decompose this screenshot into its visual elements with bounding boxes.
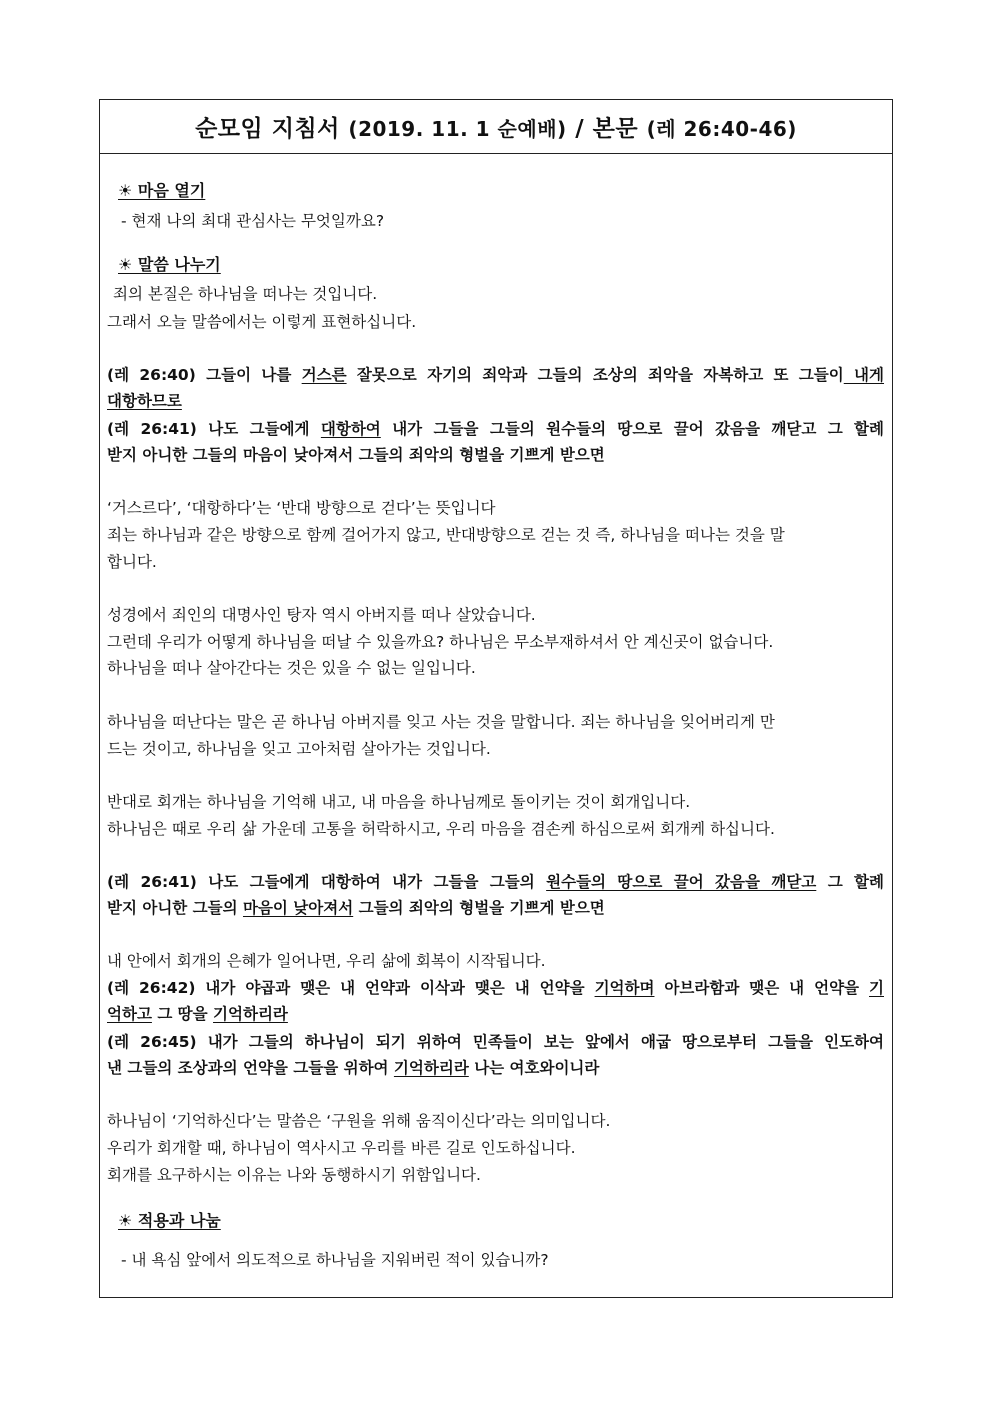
verse-line: (레 26:45) 내가 그들의 하나님이 되기 위하여 민족들이 보는 앞에서 애굽 땅으로부터 그들을 인도하여 xyxy=(107,1033,884,1051)
title-text: 본문 xyxy=(592,116,639,142)
verse-line: (레 26:42) 내가 야곱과 맺은 내 언약과 이삭과 맺은 내 언약을 기억하며 아브라함과 맺은 내 언약을 기 xyxy=(107,979,884,997)
title-box xyxy=(100,100,892,154)
paragraph-line: 회개를 요구하시는 이유는 나와 동행하시기 위함입니다. xyxy=(107,1166,481,1184)
open-question: - 현재 나의 최대 관심사는 무엇일까요? xyxy=(121,212,385,230)
verse-line: (레 26:41) 나도 그들에게 대항하여 내가 그들을 그들의 원수들의 땅으로 끌어 갔음을 깨닫고 그 할례 xyxy=(107,873,884,891)
paragraph-line: 하나님을 떠난다는 말은 곧 하나님 아버지를 잊고 사는 것을 말합니다. 죄는 하나님을 잊어버리게 만 xyxy=(107,713,775,731)
paragraph-line: 그래서 오늘 말씀에서는 이렇게 표현하십니다. xyxy=(107,313,417,331)
paragraph-line: 하나님이 ‘기억하신다’는 말씀은 ‘구원을 위해 움직이신다’라는 의미입니다. xyxy=(107,1112,611,1130)
verse-26-41 xyxy=(107,416,884,468)
section-heading-open: ☀ 마음 열기 xyxy=(118,181,206,200)
page-title xyxy=(195,110,797,143)
verse-line: (레 26:40) 그들이 나를 거스른 잘못으로 자기의 죄악과 그들의 조상의 죄악을 자복하고 또 그들이 내게 xyxy=(107,366,885,384)
section-heading-apply: ☀ 적용과 나눔 xyxy=(118,1211,221,1230)
verse-line: 받지 아니한 그들의 마음이 낮아져서 그들의 죄악의 형벌을 기쁘게 받으면 xyxy=(107,899,605,917)
apply-question: - 내 욕심 앞에서 의도적으로 하나님을 지워버린 적이 있습니까? xyxy=(121,1251,549,1269)
title-main: 순모임 지침서 xyxy=(195,116,340,142)
paragraph-line: 죄는 하나님과 같은 방향으로 함께 걸어가지 않고, 반대방향으로 걷는 것 즉, 하나님을 떠나는 것을 말 xyxy=(107,526,785,544)
paragraph-line: ‘거스르다’, ‘대항하다’는 ‘반대 방향으로 걷다’는 뜻입니다 xyxy=(107,499,496,517)
verse-26-41-repeat xyxy=(107,869,884,921)
paragraph-line: 반대로 회개는 하나님을 기억해 내고, 내 마음을 하나님께로 돌이키는 것이 회개입니다. xyxy=(107,793,691,811)
paragraph-line: 우리가 회개할 때, 하나님이 역사시고 우리를 바른 길로 인도하십니다. xyxy=(107,1139,576,1157)
paragraph-line: 성경에서 죄인의 대명사인 탕자 역시 아버지를 떠나 살았습니다. xyxy=(107,606,536,624)
paragraph-line: 합니다. xyxy=(107,553,157,571)
verse-line: 받지 아니한 그들의 마음이 낮아져서 그들의 죄악의 형벌을 기쁘게 받으면 xyxy=(107,446,605,464)
paragraph-line: 내 안에서 회개의 은혜가 일어나면, 우리 삶에 회복이 시작됩니다. xyxy=(107,952,546,970)
title-date: (2019. 11. 1 순예배) xyxy=(348,117,567,141)
document-frame xyxy=(99,99,893,1298)
paragraph-line: 죄의 본질은 하나님을 떠나는 것입니다. xyxy=(113,285,378,303)
paragraph-line: 드는 것이고, 하나님을 잊고 고아처럼 살아가는 것입니다. xyxy=(107,740,491,758)
paragraph-line: 하나님을 떠나 살아간다는 것은 있을 수 없는 일입니다. xyxy=(107,659,476,677)
title-separator: / xyxy=(575,116,585,142)
section-heading-share: ☀ 말씀 나누기 xyxy=(118,255,221,274)
verse-line: 대항하므로 xyxy=(107,392,182,410)
verse-26-40 xyxy=(107,362,884,414)
paragraph-line: 그런데 우리가 어떻게 하나님을 떠날 수 있을까요? 하나님은 무소부재하셔서 안 계신곳이 없습니다. xyxy=(107,633,774,651)
verse-26-42 xyxy=(107,975,884,1027)
title-reference: (레 26:40-46) xyxy=(646,117,797,141)
verse-line: 낸 그들의 조상과의 언약을 그들을 위하여 기억하리라 나는 여호와이니라 xyxy=(107,1059,600,1077)
paragraph-line: 하나님은 때로 우리 삶 가운데 고통을 허락하시고, 우리 마음을 겸손케 하심으로써 회개케 하십니다. xyxy=(107,820,775,838)
verse-line: 억하고 그 땅을 기억하리라 xyxy=(107,1005,288,1023)
verse-line: (레 26:41) 나도 그들에게 대항하여 내가 그들을 그들의 원수들의 땅으로 끌어 갔음을 깨닫고 그 할례 xyxy=(107,420,885,438)
verse-26-45 xyxy=(107,1029,884,1081)
